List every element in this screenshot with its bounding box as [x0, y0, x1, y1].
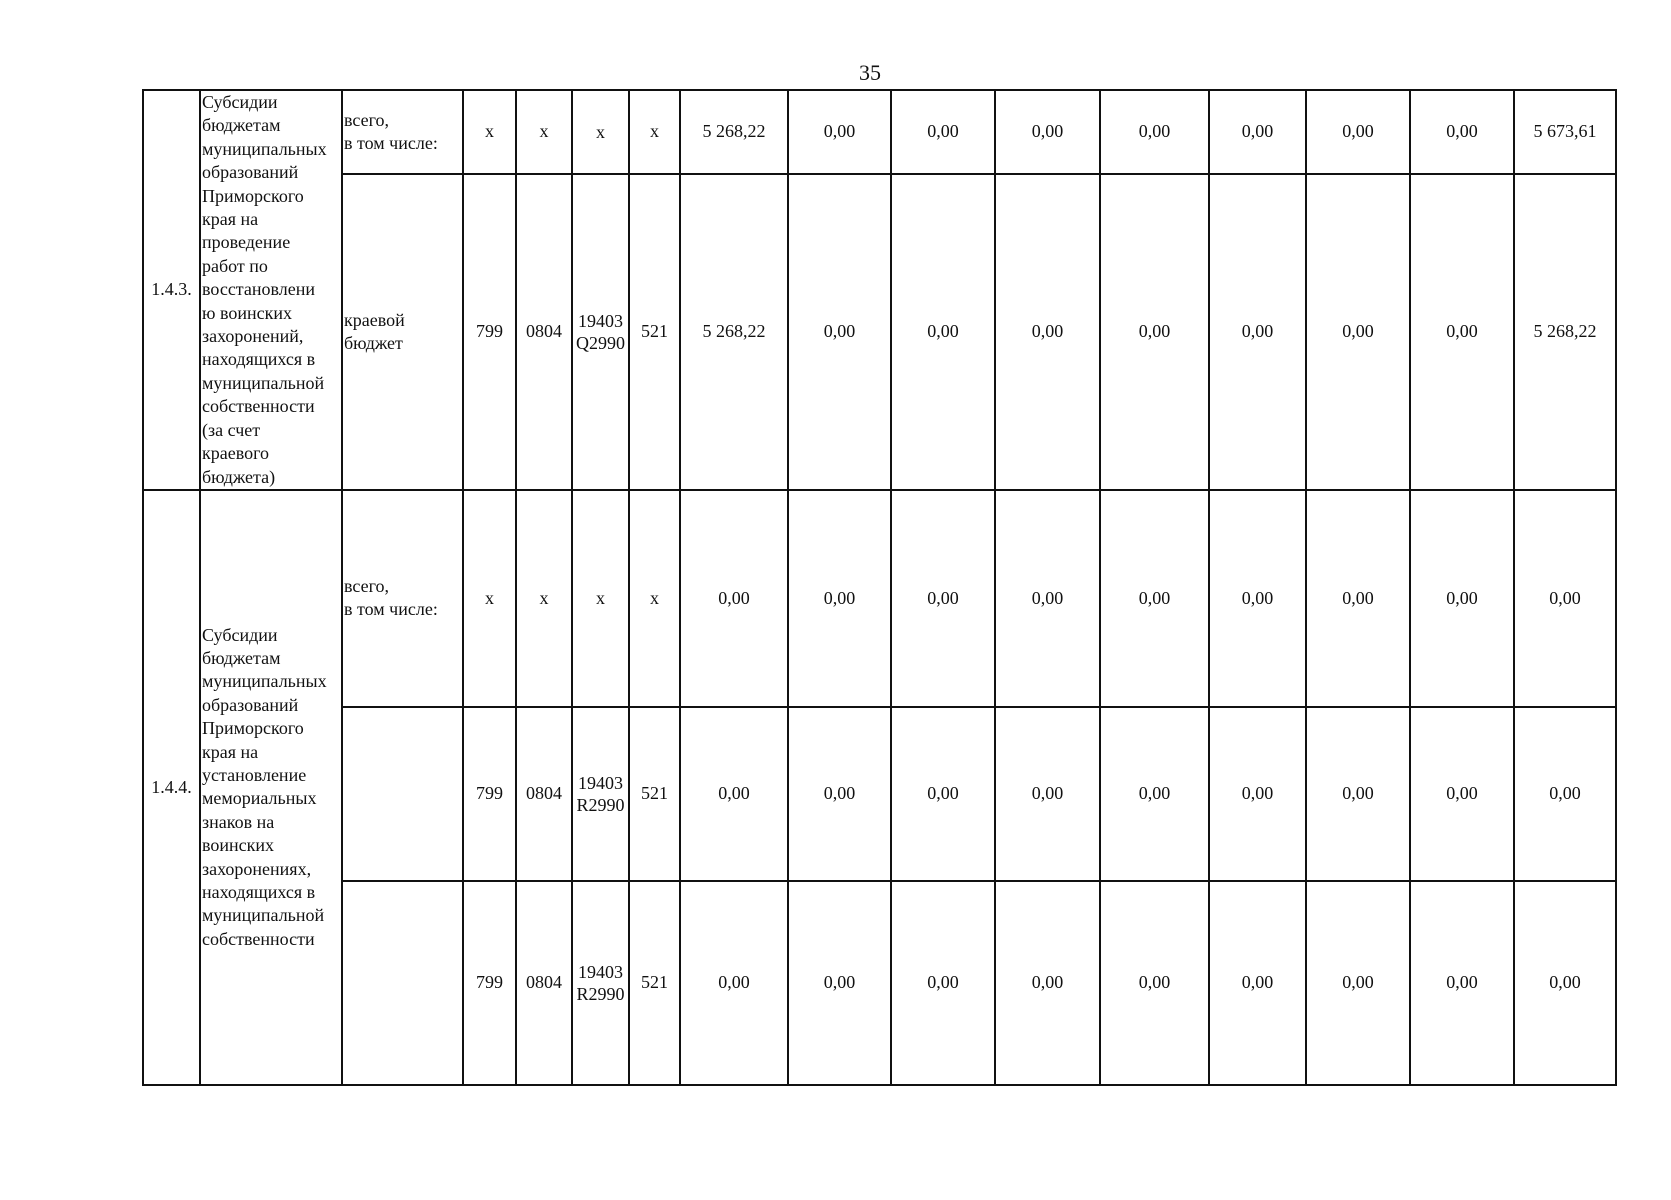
value-cell: 0,00: [995, 707, 1100, 881]
funding-source: краевой бюджет: [342, 174, 463, 490]
value-cell: 0,00: [995, 90, 1100, 174]
funding-source: [342, 707, 463, 881]
value-cell: 0,00: [1410, 490, 1514, 707]
value-cell: 0,00: [1100, 90, 1209, 174]
row-code: 1.4.3.: [143, 90, 200, 490]
value-cell: 0,00: [995, 881, 1100, 1085]
section-code: 0804: [516, 174, 572, 490]
target-article-code: x: [572, 490, 629, 707]
value-cell: 0,00: [1410, 174, 1514, 490]
value-cell: 0,00: [680, 490, 788, 707]
expense-type-code: 521: [629, 174, 680, 490]
value-cell: 0,00: [891, 881, 995, 1085]
value-cell: 0,00: [891, 490, 995, 707]
value-cell: 0,00: [995, 490, 1100, 707]
value-cell: 0,00: [891, 707, 995, 881]
value-cell: 0,00: [1306, 490, 1410, 707]
funding-source: [342, 881, 463, 1085]
target-article-code: 19403 Q2990: [572, 174, 629, 490]
value-cell: 0,00: [1410, 90, 1514, 174]
total-cell: 0,00: [1514, 707, 1616, 881]
expense-type-code: 521: [629, 881, 680, 1085]
table-row: [143, 174, 1616, 490]
value-cell: 0,00: [1209, 174, 1306, 490]
value-cell: 0,00: [1100, 174, 1209, 490]
section-code: x: [516, 90, 572, 174]
target-article-code: 19403 R2990: [572, 881, 629, 1085]
total-cell: 0,00: [1514, 490, 1616, 707]
target-article-code: 19403 R2990: [572, 707, 629, 881]
value-cell: 0,00: [891, 90, 995, 174]
section-code: 0804: [516, 881, 572, 1085]
funding-source: всего, в том числе:: [342, 90, 463, 174]
grbs-code: 799: [463, 707, 516, 881]
row-description: Субсидии бюджетам муниципальных образований Приморского края на проведение работ по восстановлени ю воинских захоронений, находящихся в муниципальной собственности (за счет краевого бюджета): [200, 90, 342, 490]
value-cell: 0,00: [891, 174, 995, 490]
grbs-code: 799: [463, 881, 516, 1085]
table-row: [143, 90, 1616, 174]
value-cell: 0,00: [1410, 881, 1514, 1085]
value-cell: 0,00: [1306, 174, 1410, 490]
value-cell: 0,00: [788, 174, 891, 490]
value-cell: 0,00: [1209, 707, 1306, 881]
grbs-code: x: [463, 490, 516, 707]
grbs-code: 799: [463, 174, 516, 490]
value-cell: 0,00: [1100, 707, 1209, 881]
expense-type-code: x: [629, 490, 680, 707]
value-cell: 0,00: [788, 881, 891, 1085]
value-cell: 0,00: [1306, 881, 1410, 1085]
value-cell: 0,00: [1306, 707, 1410, 881]
total-cell: 0,00: [1514, 881, 1616, 1085]
value-cell: 0,00: [1100, 881, 1209, 1085]
value-cell: 0,00: [1209, 90, 1306, 174]
value-cell: 0,00: [1306, 90, 1410, 174]
value-cell: 0,00: [1100, 490, 1209, 707]
table-row: [143, 707, 1616, 881]
table-row: [143, 490, 1616, 707]
section-code: x: [516, 490, 572, 707]
target-article-code: x: [572, 90, 629, 174]
value-cell: 0,00: [1209, 490, 1306, 707]
funding-source: всего, в том числе:: [342, 490, 463, 707]
expense-type-code: 521: [629, 707, 680, 881]
budget-table: [142, 89, 1617, 1086]
value-cell: 5 268,22: [680, 90, 788, 174]
page-number: 35: [859, 60, 881, 85]
value-cell: 0,00: [995, 174, 1100, 490]
section-code: 0804: [516, 707, 572, 881]
row-description: Субсидии бюджетам муниципальных образований Приморского края на установление мемориальных знаков на воинских захоронениях, находящихся в муниципальной собственности: [200, 490, 342, 1085]
value-cell: 5 268,22: [680, 174, 788, 490]
value-cell: 0,00: [680, 707, 788, 881]
value-cell: 0,00: [788, 490, 891, 707]
total-cell: 5 673,61: [1514, 90, 1616, 174]
table-row: [143, 881, 1616, 1085]
total-cell: 5 268,22: [1514, 174, 1616, 490]
value-cell: 0,00: [1410, 707, 1514, 881]
grbs-code: x: [463, 90, 516, 174]
value-cell: 0,00: [1209, 881, 1306, 1085]
value-cell: 0,00: [788, 707, 891, 881]
value-cell: 0,00: [788, 90, 891, 174]
row-code: 1.4.4.: [143, 490, 200, 1085]
value-cell: 0,00: [680, 881, 788, 1085]
expense-type-code: x: [629, 90, 680, 174]
